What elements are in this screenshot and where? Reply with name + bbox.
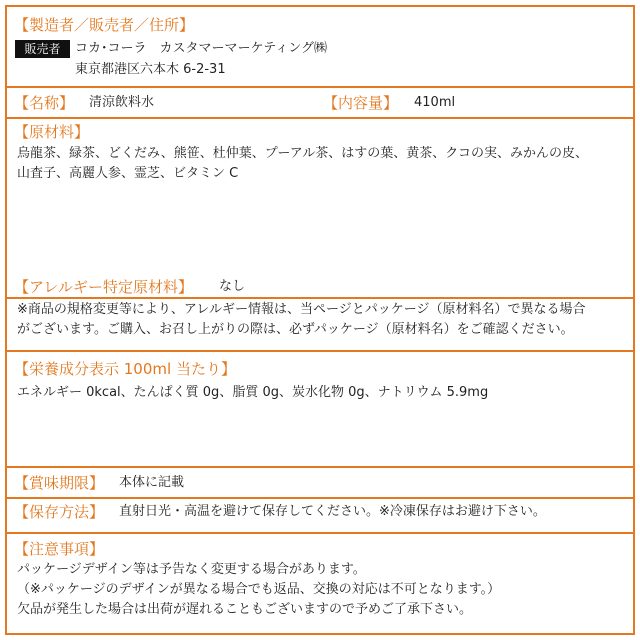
nutrition-heading: 【栄養成分表示 100ml 当たり】 [14,360,236,378]
allergy-value: なし [219,279,246,294]
section-divider [7,466,633,468]
allergy-note-line-1: ※商品の規格変更等により、アレルギー情報は、当ページとパッケージ（原材料名）で異なる場合 [17,302,586,317]
storage-heading: 【保存方法】 [14,503,105,521]
allergy-note-line-2: がございます。ご購入、お召し上がりの際は、必ずパッケージ（原材料名）をご確認ください。 [17,322,574,337]
product-info-panel [5,5,635,635]
section-divider [7,297,633,299]
section-divider [7,532,633,534]
expiry-value: 本体に記載 [119,475,185,490]
section-divider [7,350,633,352]
notes-line-1: パッケージデザイン等は予告なく変更する場合があります。 [17,562,366,577]
company-name: コカ･コーラ カスタマーマーケティング㈱ [75,41,327,56]
name-value: 清涼飲料水 [89,95,155,110]
section-divider [7,497,633,499]
nutrition-value: エネルギー 0kcal、たんぱく質 0g、脂質 0g、炭水化物 0g、ナトリウム 5.9mg [17,385,489,400]
section-divider [7,86,633,88]
seller-badge: 販売者 [15,40,70,58]
ingredients-line-2: 山査子、高麗人参、霊芝、ビタミン C [17,166,239,181]
content-heading: 【内容量】 [323,94,399,112]
ingredients-line-1: 烏龍茶、緑茶、どくだみ、熊笹、杜仲葉、プーアル茶、はすの葉、黄茶、クコの実、みかんの皮、 [17,146,588,161]
name-heading: 【名称】 [14,94,75,112]
storage-value: 直射日光・高温を避けて保存してください。※冷凍保存はお避け下さい。 [119,504,546,519]
notes-line-2: （※パッケージのデザインが異なる場合でも返品、交換の対応は不可となります。） [17,582,501,597]
expiry-heading: 【賞味期限】 [14,474,105,492]
company-address: 東京都港区六本木 6-2-31 [75,62,226,77]
manufacturer-heading: 【製造者／販売者／住所】 [14,16,195,34]
ingredients-heading: 【原材料】 [14,123,90,141]
allergy-heading: 【アレルギー特定原材料】 [14,278,194,296]
notes-heading: 【注意事項】 [14,540,105,558]
notes-line-3: 欠品が発生した場合は出荷が遅れることもございますので予めご了承下さい。 [17,602,473,617]
content-value: 410ml [414,95,456,110]
section-divider [7,117,633,119]
